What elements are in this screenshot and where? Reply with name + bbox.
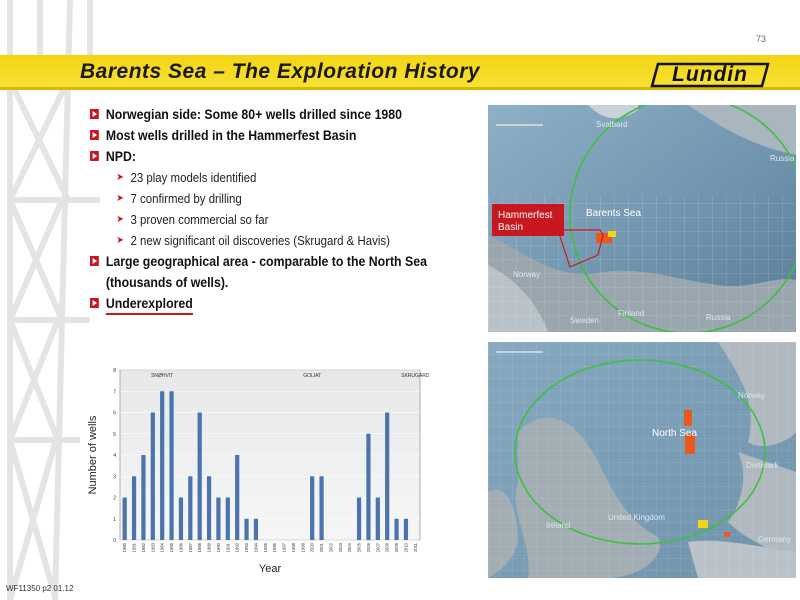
sub-bullet-arrow-icon: ➤ [116,235,124,246]
chart-y-tick-label: 0 [113,538,116,544]
chart-x-tick-label: 1983 [150,543,156,553]
chart-x-axis-label: Year [258,563,282,575]
place-label: Russia [770,154,795,163]
north-sea-label: North Sea [652,428,698,439]
sub-bullet-arrow-icon: ➤ [116,193,124,204]
chart-x-tick-label: 1993 [244,543,250,553]
sub-bullet-item: ➤ 7 confirmed by drilling [90,188,509,209]
chart-bar [366,434,370,540]
chart-svg [84,362,429,577]
chart-x-tick-label: 1998 [290,543,296,553]
chart-bar [235,455,239,540]
chart-bar [357,498,361,541]
chart-x-tick-label: 2011 [412,543,418,553]
chart-x-tick-label: 2010 [403,543,409,553]
chart-x-tick-label: 1992 [234,543,240,553]
chart-x-tick-label: 1986 [178,543,184,553]
chart-x-tick-label: 1990 [215,543,221,553]
chart-y-tick-label: 4 [113,453,116,459]
callout-line-1: Hammerfest [498,210,553,221]
chart-bar [319,476,323,540]
bullet-item: Norwegian side: Some 80+ wells drilled since 1980 [90,104,484,125]
chart-x-tick-label: 2005 [356,543,362,553]
barents-sea-label: Barents Sea [586,208,642,219]
chart-x-tick-label: 2001 [319,543,325,553]
bullet-marker-icon [90,151,99,161]
chart-bar [404,519,408,540]
chart-x-tick-label: 1996 [272,543,278,553]
sub-bullet-item: ➤ 2 new significant oil discoveries (Skrugard & Havis) [90,230,509,251]
chart-x-tick-label: 2000 [309,543,315,553]
wells-per-year-chart [84,362,429,577]
chart-bar [123,498,127,541]
footer-document-code: WF11350 p2 01.12 [6,584,74,593]
bullet-item: Large geographical area - comparable to the North Sea [90,251,484,272]
chart-x-tick-label: 1988 [197,543,203,553]
lundin-logo [646,62,774,88]
chart-y-axis-label: Number of wells [87,415,99,495]
chart-y-tick-label: 6 [113,410,116,417]
bullet-item: Most wells drilled in the Hammerfest Basin [90,125,484,146]
sub-bullet-item: ➤ 23 play models identified [90,167,509,188]
chart-x-tick-label: 2007 [375,543,381,553]
bullet-item: NPD: [90,146,484,167]
chart-bar [179,498,183,541]
chart-bar [226,498,230,541]
chart-bar [160,391,164,540]
chart-bar [376,498,380,541]
chart-x-tick-label: 1984 [159,543,165,553]
chart-y-tick-label: 3 [113,474,116,481]
chart-bar [394,519,398,540]
chart-bar [132,476,136,540]
place-label: Ireland [546,521,571,530]
chart-bar [141,455,145,540]
chart-x-tick-label: 1985 [169,543,175,553]
chart-y-tick-label: 1 [113,516,116,523]
chart-x-tick-label: 1982 [140,543,146,553]
chart-bar [216,498,220,541]
chart-annotation-label: SNØHVIT [151,373,174,379]
chart-x-tick-label: 2008 [384,543,390,553]
place-label: Denmark [746,461,779,470]
bullet-marker-icon [90,130,99,140]
chart-x-tick-label: 1991 [225,543,231,553]
bullet-marker-icon [90,109,99,119]
chart-y-tick-label: 8 [113,368,116,374]
chart-x-tick-label: 1997 [281,543,287,553]
chart-annotation-label: SKRUGARD [401,373,429,379]
chart-x-tick-label: 2009 [394,543,400,553]
chart-x-tick-label: 1987 [187,543,193,553]
page-title: Barents Sea – The Exploration History [80,60,481,83]
place-label: Germany [758,535,791,544]
bullet-item: Underexplored [90,293,484,314]
callout-line-2: Basin [498,222,524,233]
chart-x-tick-label: 2003 [337,543,343,553]
sub-bullet-arrow-icon: ➤ [116,172,124,183]
chart-x-tick-label: 1980 [122,543,128,553]
sub-bullet-item: ➤ 3 proven commercial so far [90,209,509,230]
bullet-item-continuation: (thousands of wells). [105,274,229,290]
chart-x-tick-label: 1994 [253,543,259,553]
barents-sea-map [488,105,796,332]
north-sea-map [488,342,796,578]
chart-x-tick-label: 2006 [365,543,371,553]
sub-bullet-arrow-icon: ➤ [116,214,124,225]
place-label: Sweden [570,316,599,325]
page-number: 73 [755,34,766,44]
chart-x-tick-label: 1995 [262,543,268,553]
place-label: Finland [618,309,645,318]
place-label: Russia [706,313,731,322]
place-label: United Kingdom [608,513,665,522]
place-label: Norway [513,270,541,279]
chart-bar [188,476,192,540]
chart-bar [244,519,248,540]
place-label: Svalbard [596,120,628,129]
chart-bar [254,519,258,540]
chart-bar [385,413,389,541]
chart-bar [207,476,211,540]
bullet-marker-icon [90,256,99,266]
chart-y-tick-label: 7 [113,389,116,396]
chart-x-tick-label: 2004 [347,543,353,553]
chart-x-tick-label: 1999 [300,543,306,553]
bullet-marker-icon [90,298,99,308]
chart-y-tick-label: 2 [113,495,116,502]
chart-x-tick-label: 2002 [328,543,334,553]
chart-bar [169,391,173,540]
chart-x-tick-label: 1981 [131,543,137,553]
chart-annotation-label: GOLIAT [303,373,322,379]
chart-y-tick-label: 5 [113,431,116,438]
chart-bar [198,413,202,541]
place-label: Norway [738,391,766,400]
chart-bar [151,413,155,541]
chart-x-tick-label: 1989 [206,543,212,553]
bullet-list [90,104,470,314]
chart-bar [310,476,314,540]
logo-text: Lundin [672,63,748,86]
